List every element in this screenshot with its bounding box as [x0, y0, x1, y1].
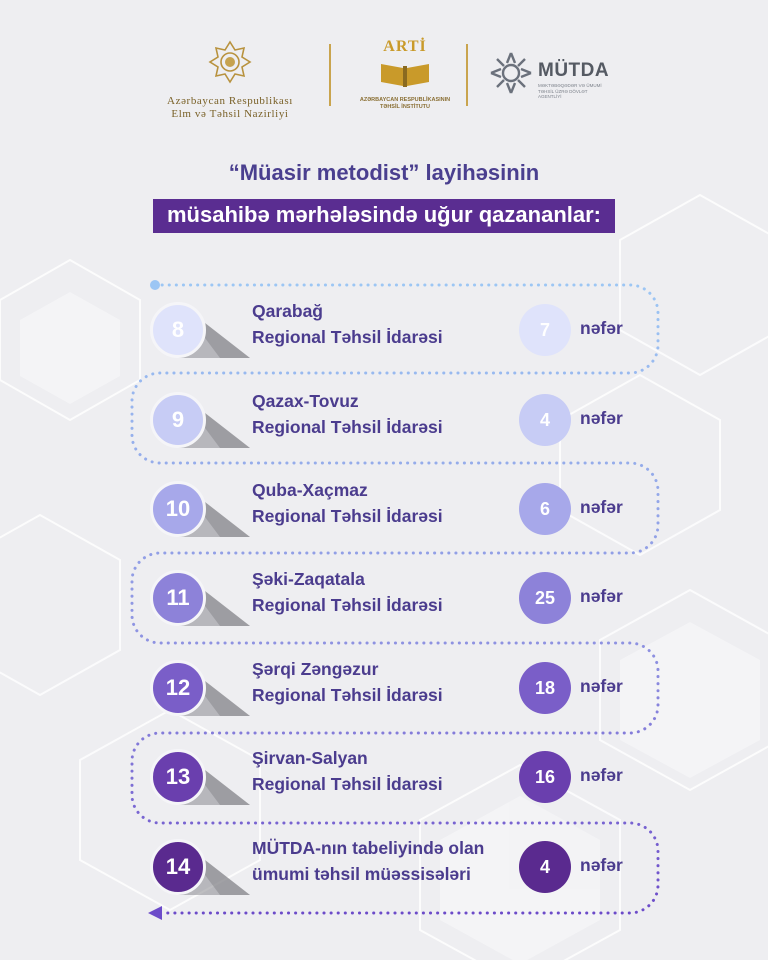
unit-label: nəfər	[580, 676, 623, 696]
number-badge	[150, 392, 260, 452]
region-label	[252, 298, 443, 350]
region-name: Qarabağ	[252, 301, 323, 321]
count-badge: 25	[519, 572, 571, 624]
arti-sub1: AZƏRBAYCAN RESPUBLİKASININ	[359, 97, 451, 103]
list-item	[0, 471, 768, 541]
list-item	[0, 829, 768, 899]
list-item	[0, 650, 768, 720]
ministry-line1: Azərbaycan Respublikası	[167, 95, 293, 107]
region-name: MÜTDA-nın tabeliyində olan	[252, 838, 485, 858]
row-number: 13	[150, 749, 206, 805]
path-arrow-icon	[148, 906, 162, 920]
region-name: Qazax-Tovuz	[252, 391, 359, 411]
region-subtitle: Regional Təhsil İdarəsi	[252, 774, 443, 794]
mutda-name: MÜTDA	[538, 60, 610, 81]
region-label	[252, 388, 443, 440]
row-number: 9	[150, 392, 206, 448]
number-badge	[150, 302, 260, 362]
number-badge	[150, 660, 260, 720]
row-number: 11	[150, 570, 206, 626]
region-label	[252, 745, 443, 797]
count-badge: 4	[519, 841, 571, 893]
number-badge	[150, 839, 260, 899]
region-subtitle: Regional Təhsil İdarəsi	[252, 685, 443, 705]
unit-label: nəfər	[580, 765, 623, 785]
title-line2: müsahibə mərhələsində uğur qazananlar:	[153, 199, 615, 233]
unit-label: nəfər	[580, 318, 623, 338]
unit-label: nəfər	[580, 855, 623, 875]
list-item	[0, 560, 768, 630]
path-start-dot	[150, 280, 160, 290]
unit-label: nəfər	[580, 408, 623, 428]
region-subtitle: ümumi təhsil müəssisələri	[252, 864, 471, 884]
row-number: 10	[150, 481, 206, 537]
region-name: Şərqi Zəngəzur	[252, 659, 379, 679]
number-badge	[150, 481, 260, 541]
list-item	[0, 739, 768, 809]
unit-label: nəfər	[580, 586, 623, 606]
region-label	[252, 566, 443, 618]
mutda-sub: MƏKTƏBƏQƏDƏR VƏ ÜMUMİ TƏHSİL ÜZRƏ DÖVLƏT AGENTLİYİ	[538, 83, 602, 99]
row-number: 8	[150, 302, 206, 358]
region-label	[252, 477, 443, 529]
list-item	[0, 292, 768, 362]
region-subtitle: Regional Təhsil İdarəsi	[252, 595, 443, 615]
region-name: Quba-Xaçmaz	[252, 480, 368, 500]
count-badge: 16	[519, 751, 571, 803]
count-badge: 4	[519, 394, 571, 446]
row-number: 14	[150, 839, 206, 895]
region-label	[252, 835, 484, 887]
number-badge	[150, 570, 260, 630]
row-number: 12	[150, 660, 206, 716]
arti-name: ARTİ	[383, 38, 427, 55]
region-name: Şirvan-Salyan	[252, 748, 368, 768]
region-subtitle: Regional Təhsil İdarəsi	[252, 327, 443, 347]
count-badge: 18	[519, 662, 571, 714]
region-subtitle: Regional Təhsil İdarəsi	[252, 506, 443, 526]
count-badge: 6	[519, 483, 571, 535]
list-item	[0, 382, 768, 452]
region-name: Şəki-Zaqatala	[252, 569, 365, 589]
unit-label: nəfər	[580, 497, 623, 517]
count-badge: 7	[519, 304, 571, 356]
region-subtitle: Regional Təhsil İdarəsi	[252, 417, 443, 437]
region-label	[252, 656, 443, 708]
ministry-line2: Elm və Təhsil Nazirliyi	[171, 108, 289, 120]
arti-sub2: TƏHSİL İNSTİTUTU	[379, 104, 431, 110]
number-badge	[150, 749, 260, 809]
title-line1: “Müasir metodist” layihəsinin	[228, 160, 540, 185]
